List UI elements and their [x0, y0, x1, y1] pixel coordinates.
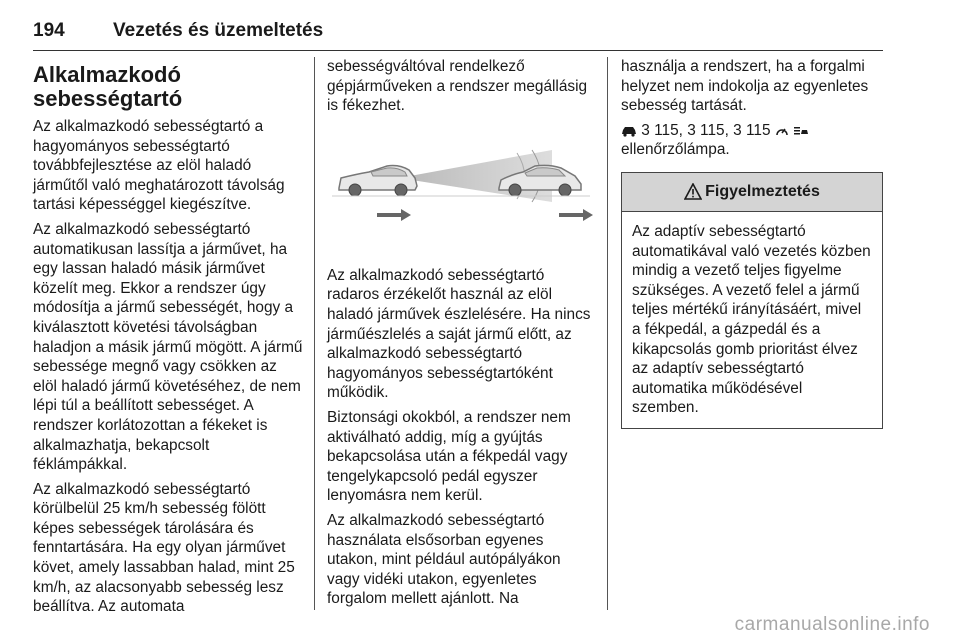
column-3: [621, 57, 887, 429]
page-header: [33, 14, 883, 51]
warning-header: [622, 173, 882, 212]
column-divider: [314, 57, 315, 610]
distance-car-icon: [793, 125, 809, 137]
warning-box: [621, 172, 883, 429]
warning-text: Az adaptív sebességtartó automatikával való vezetés közben mindig a vezető teljes figyelme szükséges. A vezető felel a jármű teljes mértékű irányításáért, mivel a fékpedál, a gázpedál és a kikapcsolás gomb prioritást élvez az adaptív sebességtartó automatika működésével szemben.: [632, 222, 871, 417]
section-title: Alkalmazkodó sebességtartó: [33, 62, 183, 111]
paragraph: Az alkalmazkodó sebességtartó a hagyományos sebességtartó továbbfejlesztése az elöl haladó járműtől való meghatározott távolság tartási képességgel kiegészítve.: [33, 118, 285, 214]
radar-car-illustration: [327, 128, 595, 248]
column-divider: [607, 57, 608, 610]
paragraph: sebességváltóval rendelkező gépjárműveken a rendszer megállásig is fékezhet.: [327, 58, 588, 115]
warning-triangle-icon: [684, 183, 702, 200]
reference-text: 3 115, 3 115, 3 115: [641, 121, 771, 139]
column-1: [33, 57, 303, 622]
paragraph: Az alkalmazkodó sebességtartó körülbelül 25 km/h sebesség fölött képes sebességek tárolására és fenntartására. Ha egy olyan járművet követ, amely lassabban halad, mint 25 km/h, az alacsonyabb sebesség lesz beállítva. Az automata: [33, 480, 295, 616]
cruise-control-icon: [775, 125, 789, 137]
watermark: carmanualsonline.info: [734, 614, 930, 635]
reference-suffix: ellenőrzőlámpa.: [621, 141, 730, 159]
chapter-title: Vezetés és üzemeltetés: [113, 20, 324, 41]
reference-line: [621, 121, 887, 160]
paragraph: Az alkalmazkodó sebességtartó automatikusan lassítja a járművet, ha egy lassan haladó másik járművet közelít meg. Ekkor a rendszer úgy módosítja a jármű sebességét, hogy a kiválasztott követési távolságban haladjon a másik jármű mögött. A jármű sebessége megnő vagy csökken az elöl haladó jármű követéséhez, de nem lépi túl a beállított sebességet. A rendszer korlátozottan a fékeket is alkalmazhatja, bekapcsolt féklámpákkal.: [33, 220, 303, 474]
paragraph: Az alkalmazkodó sebességtartó használata elsősorban egyenes utakon, mint például autópályákon vagy vidéki utakon, egyenletes forgalom mellett ajánlott. Na: [327, 511, 561, 608]
car-icon: [621, 125, 637, 137]
paragraph: használja a rendszert, ha a forgalmi helyzet nem indokolja az egyenletes sebesség tartását.: [621, 58, 869, 115]
paragraph: Biztonsági okokból, a rendszer nem aktiválható addig, míg a gyújtás bekapcsolása után a fékpedál vagy tengelykapcsoló pedál egyszer lenyomásra nem kerül.: [327, 408, 571, 505]
page-number: 194: [33, 20, 65, 41]
column-2: [327, 57, 595, 614]
paragraph: Az alkalmazkodó sebességtartó radaros érzékelőt használ az elöl haladó járművek észlelésére. Ha nincs járműészlelés a saját jármű előtt, az alkalmazkodó sebességtartó hagyományos sebességtartóként működik.: [327, 266, 591, 402]
warning-title: Figyelmeztetés: [705, 183, 820, 201]
